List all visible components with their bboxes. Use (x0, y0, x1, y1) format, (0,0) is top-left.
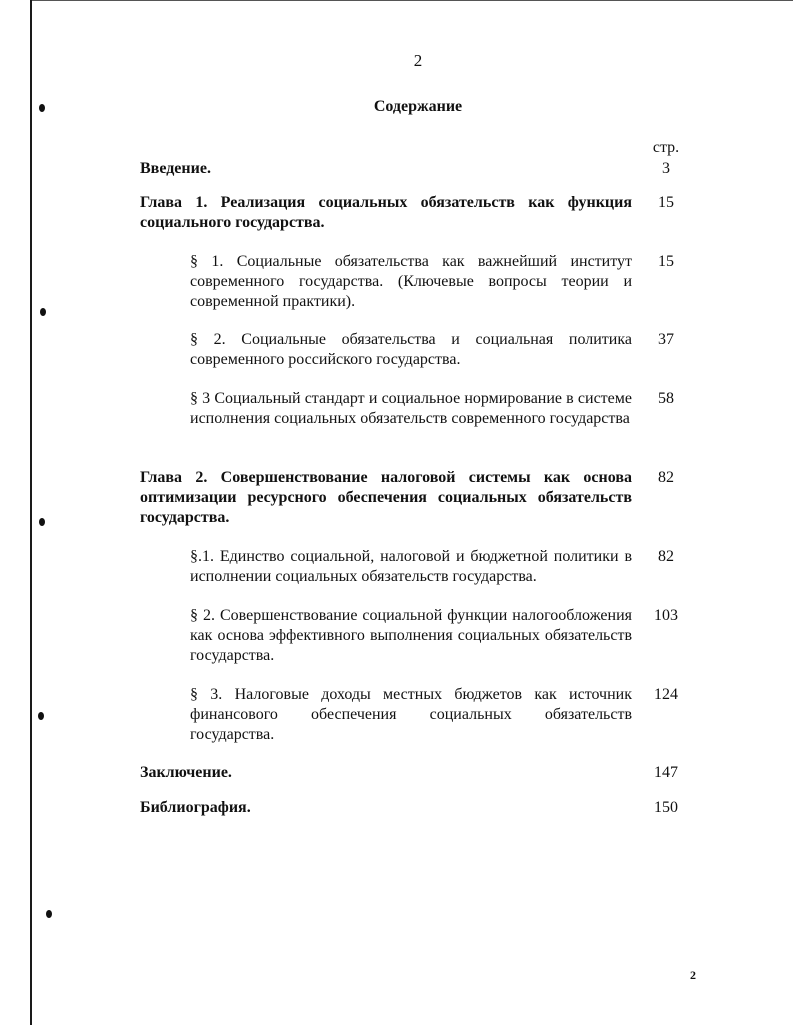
toc-entry-label: § 2. Совершенствование социальной функции налогообложения как основа эффективного выполнения социальных обязательств государства. (190, 607, 632, 664)
toc-entry-page: 15 (658, 253, 674, 270)
toc-entry-page: 82 (658, 548, 674, 565)
binding-hole-mark (40, 308, 46, 316)
toc-entry-page: 37 (658, 331, 674, 348)
toc-entry-label: §.1. Единство социальной, налоговой и бюджетной политики в исполнении социальных обязательств государства. (190, 548, 632, 585)
binding-hole-mark (38, 712, 44, 720)
toc-entry-label: Библиография. (140, 799, 251, 816)
toc-entry-page: 15 (658, 194, 674, 211)
binding-hole-mark (46, 910, 52, 918)
page-number: 2 (413, 51, 423, 70)
toc-entry-page: 82 (658, 469, 674, 486)
toc-entry-page: 124 (654, 686, 678, 703)
toc-title: Содержание (373, 98, 463, 115)
toc-entry-label: § 3 Социальный стандарт и социальное нормирование в системе исполнения социальных обязательств современного государства (190, 390, 632, 427)
scan-left-edge (30, 0, 32, 1025)
toc-entry-label: § 2. Социальные обязательства и социальная политика современного российского государства. (190, 331, 632, 368)
binding-hole-mark (39, 518, 45, 526)
page-column-label: стр. (652, 139, 680, 156)
toc-entry-label: Глава 1. Реализация социальных обязательств как функция социального государства. (140, 194, 632, 231)
toc-entry-page: 147 (654, 764, 678, 781)
toc-entry-label: Введение. (140, 160, 211, 177)
toc-entry-label: Глава 2. Совершенствование налоговой системы как основа оптимизации ресурсного обеспечения социальных обязательств государства. (140, 469, 632, 526)
toc-entry-label: § 3. Налоговые доходы местных бюджетов как источник финансового обеспечения социальных обязательств государства. (190, 686, 632, 743)
toc-entry-label: Заключение. (140, 764, 232, 781)
toc-entry-page: 103 (654, 607, 678, 624)
footer-page-number: 2 (690, 968, 696, 982)
toc-entry-page: 58 (658, 390, 674, 407)
toc-entry-page: 3 (662, 160, 670, 177)
toc-entry-label: § 1. Социальные обязательства как важнейший институт современного государства. (Ключевые вопросы теории и современной практики). (190, 253, 632, 310)
scan-top-edge (30, 0, 793, 1)
toc-entry-page: 150 (654, 799, 678, 816)
